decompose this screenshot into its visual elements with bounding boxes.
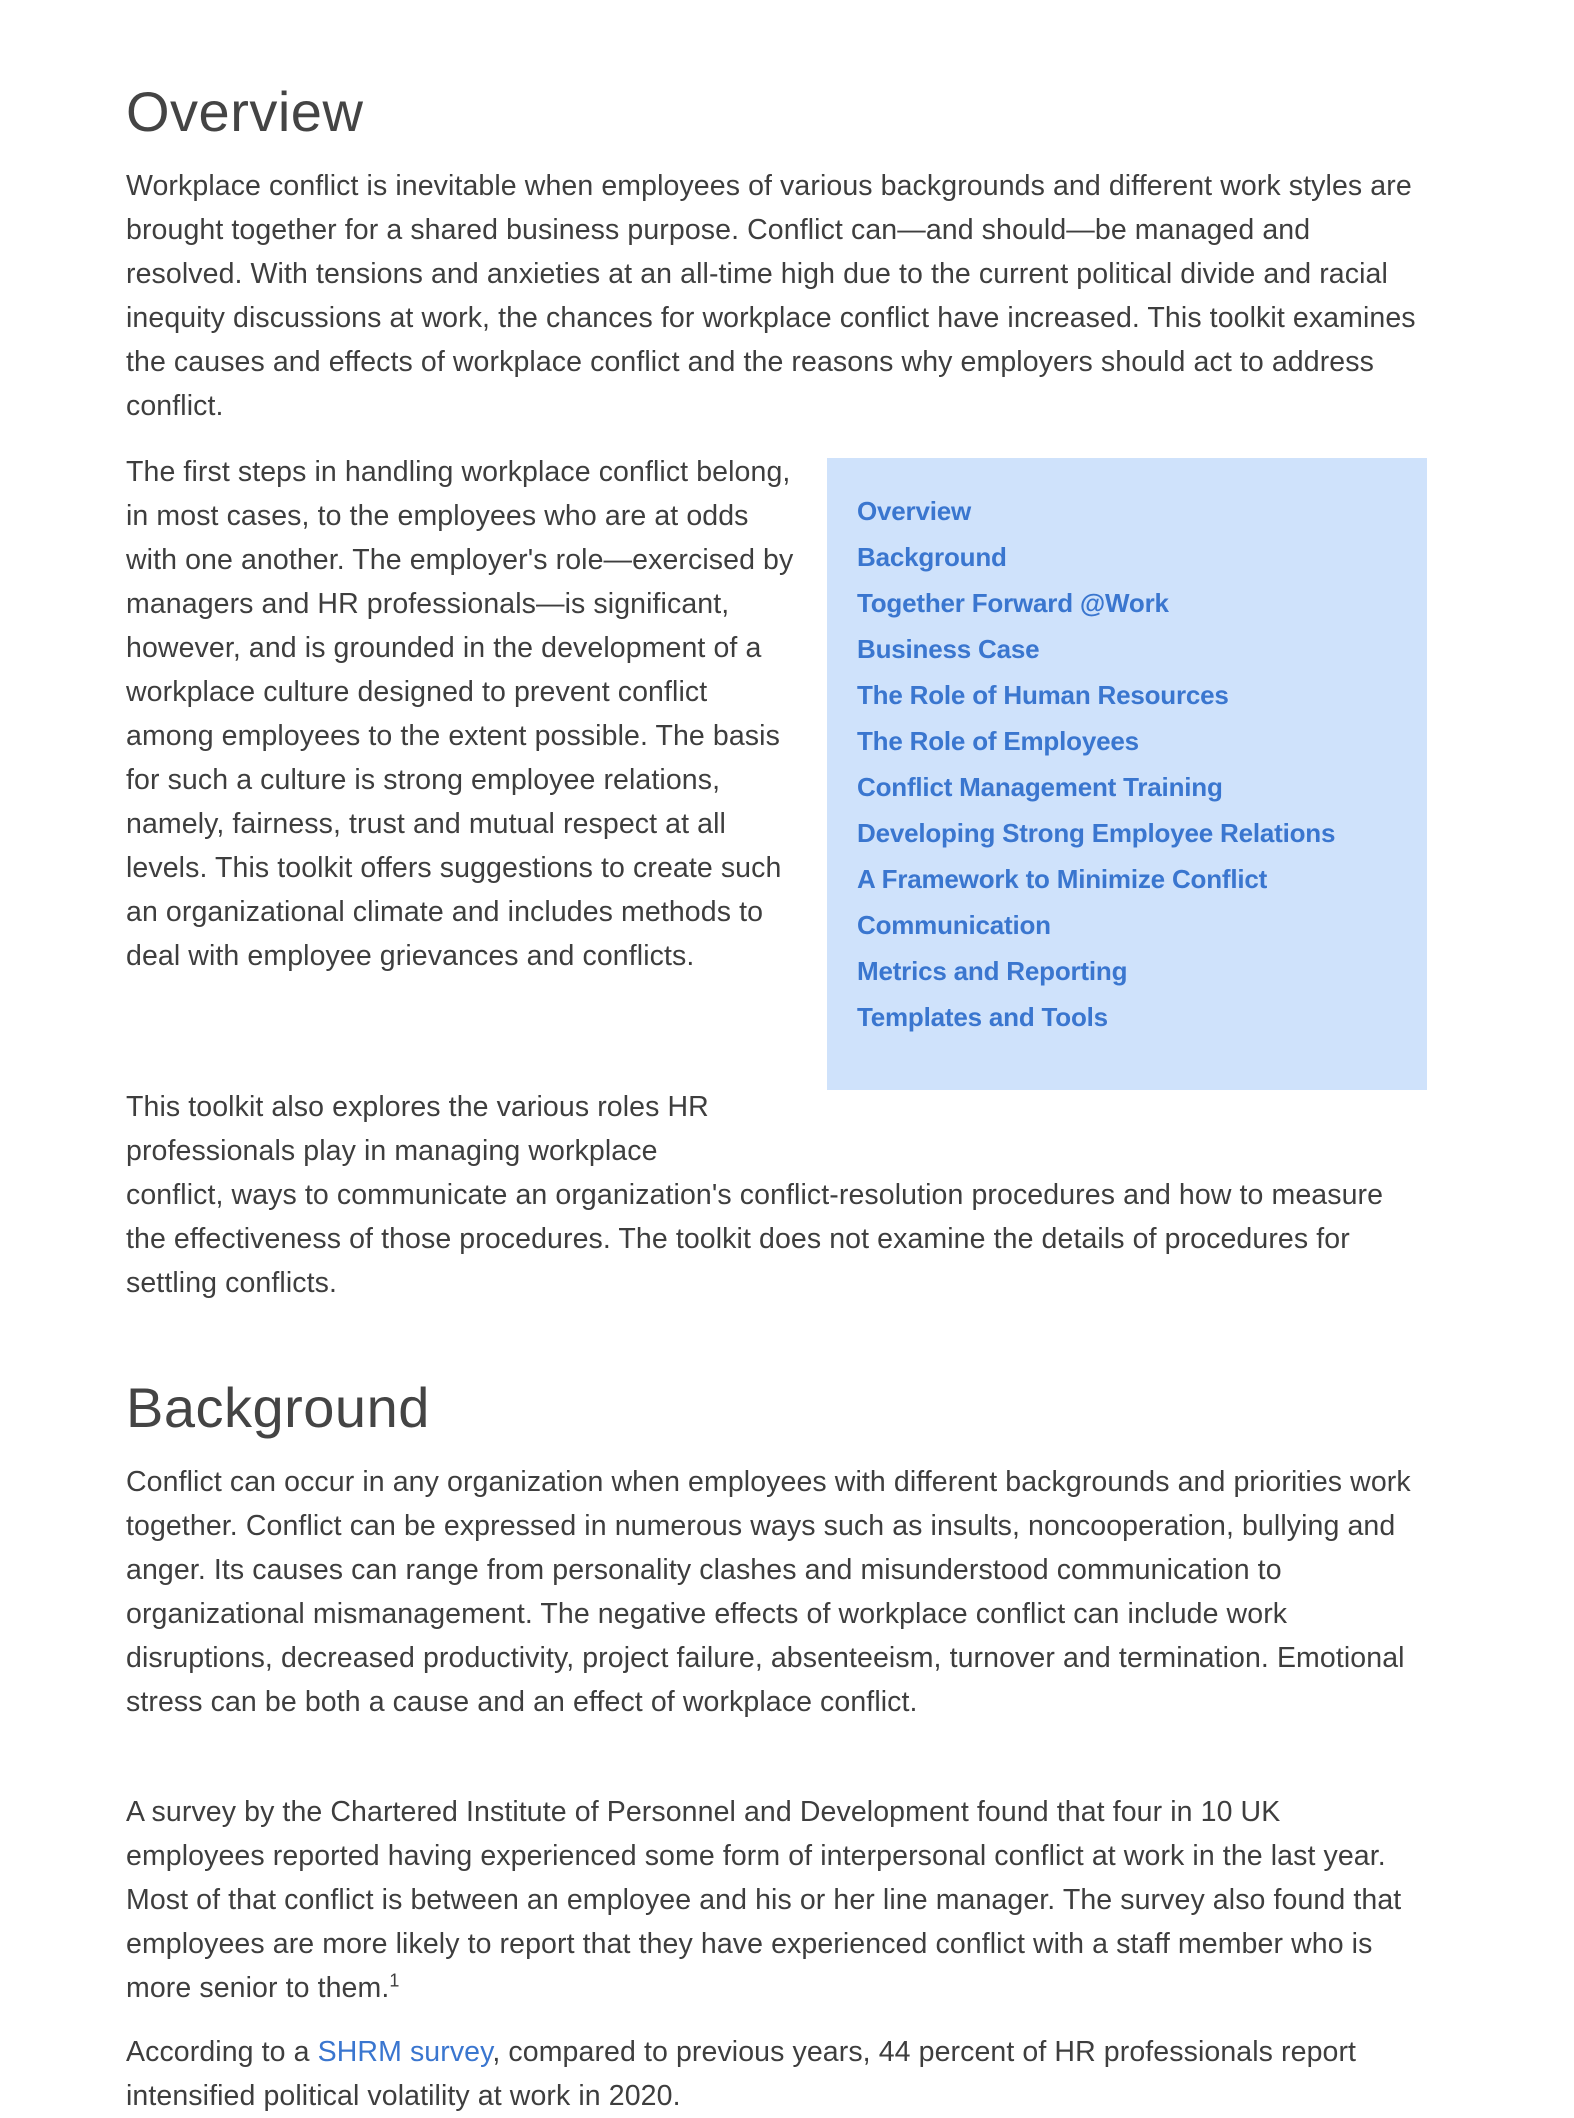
paragraph-line: professionals play in managing workplace: [126, 1135, 658, 1167]
overview-paragraph-1: Workplace conflict is inevitable when employees of various backgrounds and different work styles are brought together for a shared business purpose. Conflict can—and should—be managed and resolved. With tensions and anxieties at an all-time high due to the current political divide and racial inequity discussions at work, the chances for workplace conflict have increased. This toolkit examines the causes and effects of workplace conflict and the reasons why employers should act to address conflict.: [126, 170, 1416, 422]
toc-link-templates[interactable]: Templates and Tools: [857, 1002, 1108, 1032]
toc-link-together-forward[interactable]: Together Forward @Work: [857, 588, 1169, 618]
toc-link-metrics[interactable]: Metrics and Reporting: [857, 956, 1128, 986]
toc-link-business-case[interactable]: Business Case: [857, 634, 1040, 664]
toc-link-overview[interactable]: Overview: [857, 496, 972, 526]
background-paragraph-1: Conflict can occur in any organization when employees with different backgrounds and priorities work together. Conflict can be expressed in numerous ways such as insults, noncooperation, bullying and anger. Its causes can range from personality clashes and misunderstood communication to organizational mismanagement. The negative effects of workplace conflict can include work disruptions, decreased productivity, project failure, absenteeism, turnover and termination. Emotional stress can be both a cause and an effect of workplace conflict.: [126, 1466, 1411, 1718]
footnote-reference[interactable]: 1: [389, 1970, 400, 1991]
table-of-contents: [827, 458, 1427, 1090]
background-heading: Background: [126, 1376, 430, 1439]
shrm-survey-link[interactable]: SHRM survey: [317, 2036, 493, 2068]
background-paragraph-2: [126, 1790, 1426, 2010]
overview-paragraph-3: [126, 1085, 1426, 1305]
paragraph-text: , compared to previous years, 44 percent of HR professionals report intensified political volatility at work in 2020.: [126, 2036, 1357, 2112]
background-paragraph-3: [126, 2030, 1426, 2118]
overview-paragraph-2: The first steps in handling workplace conflict belong, in most cases, to the employees who are at odds with one another. The employer's role—exercised by managers and HR professionals—is significant, however, and is grounded in the development of a workplace culture designed to prevent conflict among employees to the extent possible. The basis for such a culture is strong employee relations, namely, fairness, trust and mutual respect at all levels. This toolkit offers suggestions to create such an organizational climate and includes methods to deal with employee grievances and conflicts.: [126, 456, 794, 972]
paragraph-line: This toolkit also explores the various roles HR: [126, 1091, 709, 1123]
toc-link-communication[interactable]: Communication: [857, 910, 1051, 940]
paragraph-text: A survey by the Chartered Institute of Personnel and Development found that four in 10 UK employees reported having experienced some form of interpersonal conflict at work in the last year. Most of that conflict is between an employee and his or her line manager. The survey also found that employees are more likely to report that they have experienced conflict with a staff member who is more senior to them.: [126, 1796, 1402, 2004]
toc-link-background[interactable]: Background: [857, 542, 1007, 572]
toc-link-role-of-employees[interactable]: The Role of Employees: [857, 726, 1139, 756]
toc-link-framework[interactable]: A Framework to Minimize Conflict: [857, 864, 1268, 894]
paragraph-line: conflict, ways to communicate an organization's conflict-resolution procedures and how to measure the effectiveness of those procedures. The toolkit does not examine the details of procedures for settling conflicts.: [126, 1179, 1384, 1299]
toc-link-employee-relations[interactable]: Developing Strong Employee Relations: [857, 818, 1336, 848]
toc-link-role-of-hr[interactable]: The Role of Human Resources: [857, 680, 1229, 710]
overview-heading: Overview: [126, 80, 364, 143]
paragraph-text: According to a: [126, 2036, 318, 2068]
toc-link-conflict-management-training[interactable]: Conflict Management Training: [857, 772, 1223, 802]
